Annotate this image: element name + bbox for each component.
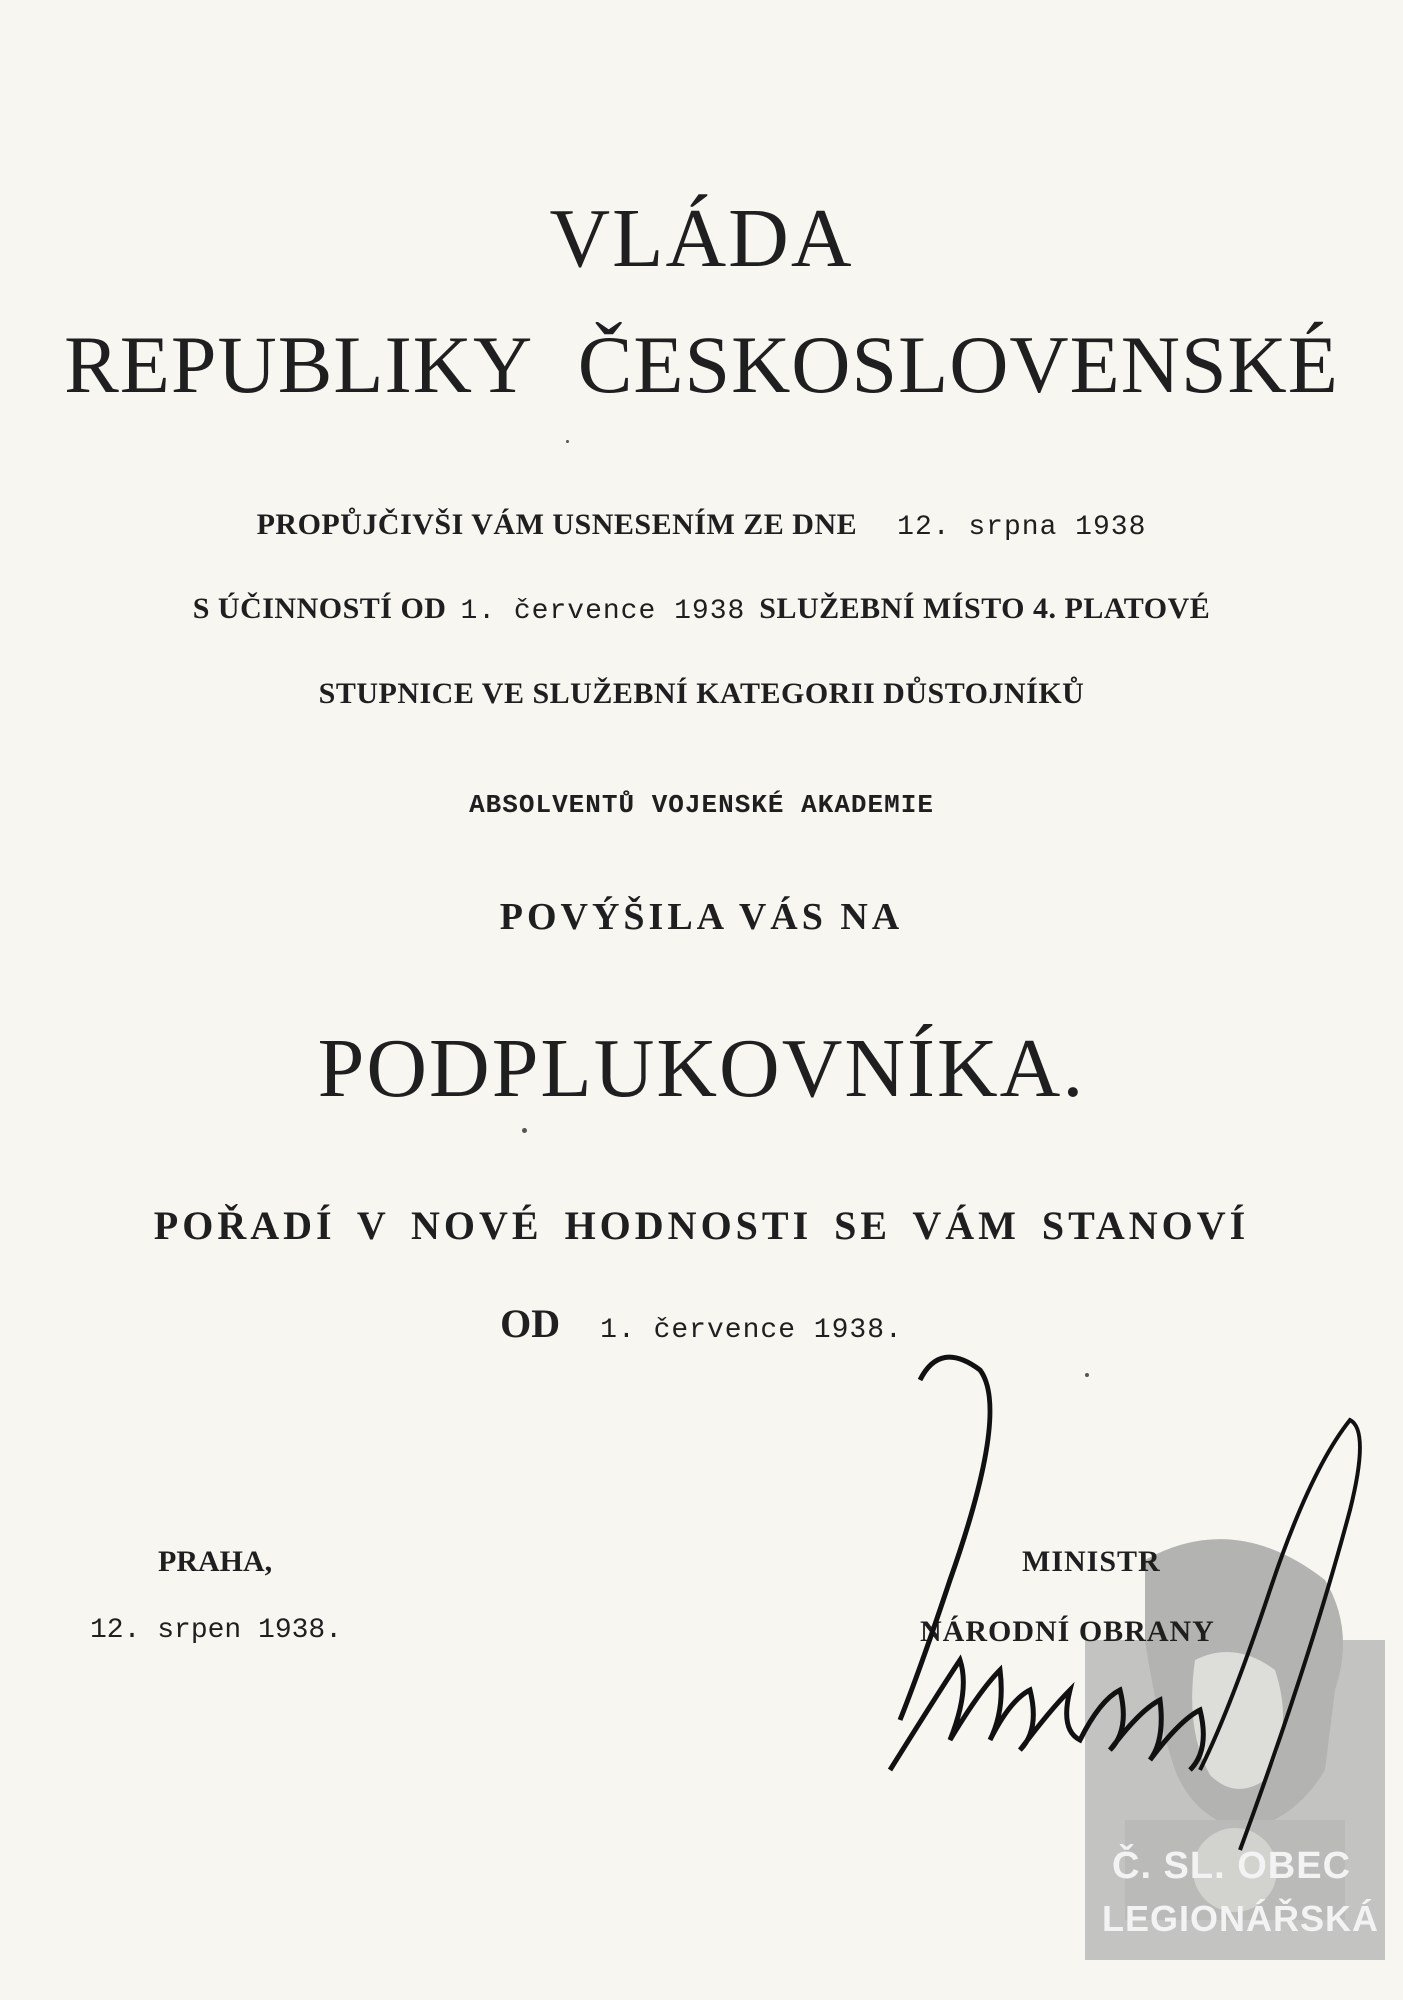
minister-title-line2: NÁRODNÍ OBRANY bbox=[920, 1615, 1215, 1648]
paper-speck bbox=[1085, 1373, 1089, 1377]
seniority-date: 1. července 1938. bbox=[600, 1315, 903, 1346]
effective-date: 1. července 1938 bbox=[460, 596, 746, 627]
body-line-6: POŘADÍ V NOVÉ HODNOSTI SE VÁM STANOVÍ bbox=[153, 1203, 1250, 1248]
body-line-3: STUPNICE VE SLUŽEBNÍ KATEGORII DŮSTOJNÍKŮ bbox=[318, 677, 1085, 710]
minister-title-line1: MINISTR bbox=[1022, 1545, 1161, 1578]
body-line-5: POVÝŠILA VÁS NA bbox=[499, 896, 904, 938]
paper-speck bbox=[566, 440, 569, 443]
body-line-4: ABSOLVENTŮ VOJENSKÉ AKADEMIE bbox=[469, 790, 934, 820]
paper-speck bbox=[522, 1128, 527, 1133]
header-title-line1: VLÁDA bbox=[549, 192, 854, 285]
body-line-7-prefix: OD bbox=[500, 1301, 561, 1346]
resolution-date: 12. srpna 1938 bbox=[897, 512, 1147, 543]
body-line-2 bbox=[0, 592, 1403, 627]
seal-text-line1: Č. SL. OBEC bbox=[1112, 1845, 1352, 1887]
seal-text-line2: LEGIONÁŘSKÁ bbox=[1102, 1898, 1380, 1939]
body-line-1-text: PROPŮJČIVŠI VÁM USNESENÍM ZE DNE bbox=[256, 508, 858, 541]
issue-date: 12. srpen 1938. bbox=[90, 1615, 343, 1646]
body-line-1 bbox=[0, 508, 1403, 543]
header-title-line2: REPUBLIKY ČESKOSLOVENSKÉ bbox=[64, 319, 1339, 410]
rank-title: PODPLUKOVNÍKA. bbox=[317, 1022, 1086, 1115]
minister-signature bbox=[880, 1330, 1400, 1890]
body-line-2-suffix: SLUŽEBNÍ MÍSTO 4. PLATOVÉ bbox=[759, 592, 1211, 625]
body-line-2-prefix: S ÚČINNOSTÍ OD bbox=[192, 592, 447, 625]
place-label: PRAHA, bbox=[158, 1545, 273, 1578]
